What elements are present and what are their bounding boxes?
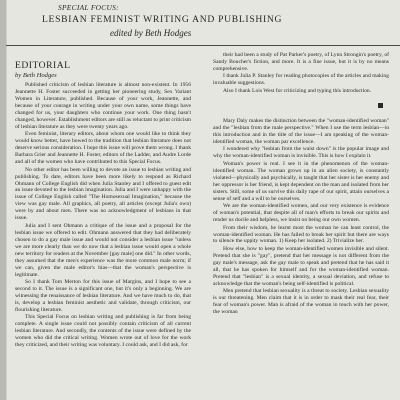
editorial-paragraph: Even feminist, literary editors, about whom one would like to think they would know better, have bowed to the tradition that lesbian literature does not deserve serious consideration. I hope this issue will prove them wrong. I thank Barbara Grier and Jeannette H. Foster, editors of the Ladder, and Audre Lorde and all of the women who have contributed to this Special Focus.	[15, 131, 191, 166]
editorial-paragraph: How else, how to keep the woman-identified women invisible and silent. Pretend that she is "gay", pretend that her message is not different from the gay male's message, ask the gay male to speak and pretend that he has said it all, that he has spoken for himself and for the woman-identified woman. Pretend that "lesbian" is a sexual identity, a sexual deviation, and refuse to acknowledge that the woman's being self-identified is political.	[213, 246, 389, 287]
editorial-paragraph: I wondered why "lesbian from the waist down" is the popular image and why the woman-identified woman is invisible. This is how I explain it.	[213, 146, 389, 160]
editorial-paragraph: From their wisdom, he learnt most the woman he can least control, the woman-identified woman. He has failed to break her spirit but there are ways to silence the uppity woman. 1) Keep her isolated. 2) Trivialize her.	[213, 224, 389, 245]
editorial-paragraph: This Special Focus on lesbian writing and publishing is far from being complete. A single issue could not possibly contain criticism of all current lesbian literature. And secondly, the contents of the issue were defined by the women who did the critical writing. Women wrote out of love for the work they criticized, and their writing was voluntary. I could ask, and I did ask, for	[15, 314, 191, 349]
magazine-page	[6, 0, 400, 400]
editorial-paragraph: I thank Julia P. Stanley for reading photocopies of the articles and making invaluable suggestions.	[213, 73, 389, 87]
editorial-paragraph: No other editor has been willing to devote an issue to lesbian writing and publishing. To date, editors have been more likely to respond as Richard Ohmann of College English did when Julia Stanley and I offered to guest edit an issue devoted to the lesbian imagination. Julia and I were unhappy with the issue of College English called "The Homosexual Imagination," because the view was gay male. All graphics, all poetry, all articles (except Julia's own) were by and about men. There was no acknowledgment of lesbians in that issue.	[15, 166, 191, 222]
editorial-byline: by Beth Hodges	[15, 72, 57, 79]
special-focus-kicker: SPECIAL FOCUS:	[58, 3, 119, 12]
editorial-paragraph: Mary Daly makes the distinction between the "woman-identified woman" and the "lesbian from the male perspective." When I use the term lesbian—in this introduction and in the title of the issue—I am speaking of the woman-identified woman, the woman par excellence.	[213, 117, 389, 145]
editorial-paragraph: Woman's power is real. I see it in the phenomenon of the woman-identified woman. The woman grows up in an alien society, is constantly violated—physically and psychically, is taught that her sister is her enemy and her oppressor is her friend, is kept dependent on the man and isolated from her sisters. Still, some of us survive this daily rape of our spirit, attain ourselves a sense of self and a will to be ourselves.	[213, 160, 389, 202]
editorial-heading: EDITORIAL	[15, 60, 71, 71]
editorial-column-left	[15, 82, 191, 349]
editorial-paragraph: their had been a study of Pat Parker's poetry, of Lynn Strongin's poetry, of Sandy Boucher's fiction, and more. It is a fine issue, but it is by no means comprehensive.	[213, 52, 389, 72]
header-divider	[6, 45, 400, 46]
end-of-section-mark	[378, 103, 383, 108]
editorial-paragraph: Julia and I sent Ohmann a critique of the issue and a proposal for the lesbian issue we offered to edit. Ohmann answered that they had deliberately chosen to do a gay male issue and would not consider a lesbian issue "unless we are more clearly than we do now that a lesbian issue would open a whole new territory for readers at the November [gay male] one did." In other words, they assumed that the men's experience was the more common male norm; if we can, given the male editor's bias—that the woman's perspective is legitimate.	[15, 222, 191, 278]
editorial-paragraph: So I thank Tom Merton for this issue of Margins, and I hope to see a second to it. The issue is a significant one, but it's only a beginning. We are witnessing the renaissance of lesbian literature. And we have much to do, that is, develop a lesbian feminist aesthetic and validate, through criticism, our flourishing literature.	[15, 279, 191, 313]
editorial-paragraph: Men pretend that lesbian sexuality is a threat to society. Lesbian sexuality is our threatening. Men claim that it is in order to mask their real fear, their fear of woman's power. Man is afraid of the woman in touch with her power, the woman	[213, 288, 389, 316]
editorial-column-right	[213, 52, 389, 316]
editorial-paragraph: We are the woman-identified women, and our very existence is evidence of woman's potential, that despite all of man's efforts to break our spirits and render us docile and helpless, we insist on being our own women.	[213, 203, 389, 224]
special-focus-title: LESBIAN FEMINIST WRITING AND PUBLISHING	[42, 14, 283, 25]
special-focus-editor: edited by Beth Hodges	[110, 28, 192, 38]
editorial-paragraph: Also I thank Lois West for criticizing and typing this introduction.	[223, 87, 372, 94]
editorial-paragraph: Published criticism of lesbian literature is almost non-existent. In 1956 Jeannette H. Foster succeeded in getting her pioneering study, Sex Variant Women in Literature, published. Because of your work, Jeannette, and because of your courage in writing under your own name, some things have changed for us, your daughters who continue your work. One thing hasn't changed, however. Establishment editors are still as reluctant to print criticism of lesbian literature as they were twenty years ago.	[15, 82, 191, 130]
